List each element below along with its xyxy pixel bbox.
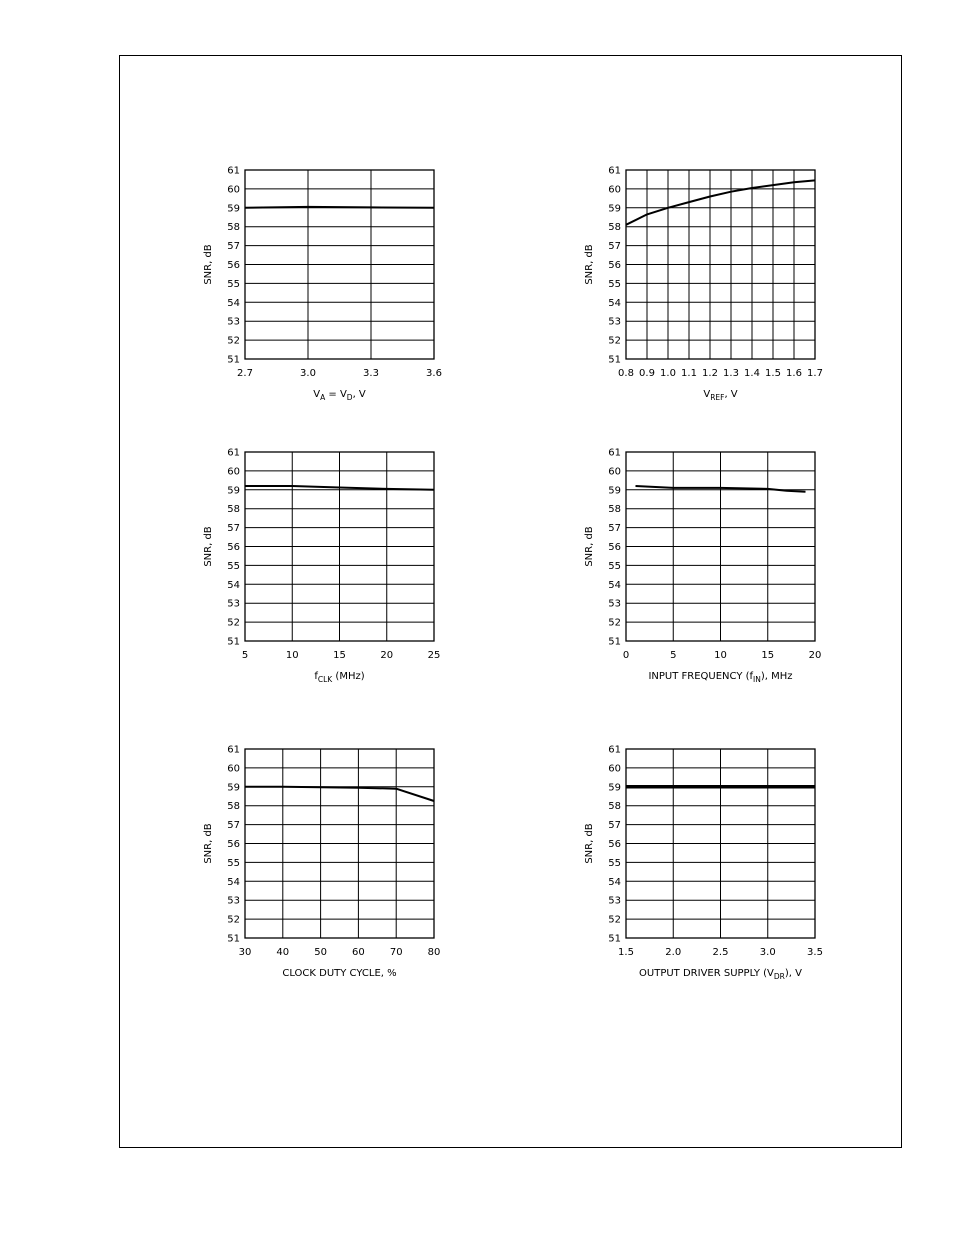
y-tick-label: 54 bbox=[227, 579, 240, 591]
y-tick-label: 56 bbox=[608, 542, 621, 553]
x-tick-label: 70 bbox=[389, 947, 403, 958]
x-tick-label: 20 bbox=[380, 650, 394, 661]
y-tick-label: 53 bbox=[227, 895, 240, 907]
y-tick-label: 60 bbox=[227, 763, 240, 775]
y-tick-label: 60 bbox=[227, 184, 240, 196]
y-tick-label: 61 bbox=[227, 447, 240, 459]
x-axis-label-subscript: A bbox=[320, 393, 326, 402]
x-axis-label bbox=[639, 968, 802, 981]
y-tick-label: 61 bbox=[608, 744, 621, 756]
x-tick-label: 15 bbox=[761, 650, 775, 661]
y-tick-label: 59 bbox=[227, 782, 240, 794]
x-tick-label: 15 bbox=[333, 650, 346, 661]
y-axis-label: SNR, dB bbox=[203, 823, 214, 864]
y-tick-label: 56 bbox=[608, 839, 621, 850]
x-axis-label-subscript: IN bbox=[753, 675, 761, 684]
y-tick-label: 59 bbox=[608, 782, 621, 794]
x-tick-label: 25 bbox=[427, 650, 441, 661]
y-tick-label: 51 bbox=[227, 636, 240, 648]
y-tick-label: 51 bbox=[227, 933, 240, 945]
x-tick-label: 3.3 bbox=[363, 368, 379, 379]
x-tick-label: 30 bbox=[238, 947, 252, 958]
chart-3 bbox=[203, 448, 440, 685]
y-tick-label: 52 bbox=[227, 335, 240, 347]
y-tick-label: 57 bbox=[608, 523, 621, 535]
x-axis-label bbox=[703, 389, 737, 402]
y-tick-label: 51 bbox=[608, 354, 621, 366]
x-axis-label-text: ), MHz bbox=[760, 671, 793, 682]
y-tick-label: 52 bbox=[227, 617, 240, 629]
x-tick-label: 3.0 bbox=[759, 947, 776, 958]
y-tick-label: 59 bbox=[608, 203, 621, 215]
x-tick-label: 2.7 bbox=[237, 368, 253, 379]
x-axis-label-text: , V bbox=[724, 389, 738, 400]
y-tick-label: 57 bbox=[227, 523, 240, 535]
x-tick-label: 5 bbox=[670, 650, 677, 661]
x-tick-label: 1.5 bbox=[765, 368, 781, 379]
x-axis-label-text: OUTPUT DRIVER SUPPLY (V bbox=[639, 968, 774, 979]
x-axis-label bbox=[282, 968, 396, 979]
y-tick-label: 58 bbox=[608, 801, 621, 813]
y-tick-label: 53 bbox=[227, 316, 240, 328]
y-axis-label: SNR, dB bbox=[584, 526, 595, 567]
y-tick-label: 59 bbox=[227, 485, 240, 497]
y-tick-label: 53 bbox=[608, 895, 621, 907]
y-tick-label: 60 bbox=[608, 184, 621, 196]
y-tick-label: 52 bbox=[608, 914, 621, 926]
chart-1 bbox=[203, 166, 442, 403]
series-line-1 bbox=[626, 180, 815, 224]
chart-2 bbox=[584, 166, 823, 403]
y-tick-label: 51 bbox=[227, 354, 240, 366]
y-tick-label: 52 bbox=[608, 335, 621, 347]
series-line-1 bbox=[245, 787, 434, 801]
y-tick-label: 57 bbox=[608, 820, 621, 832]
x-axis-label-subscript: DR bbox=[773, 972, 785, 981]
x-tick-label: 3.5 bbox=[807, 947, 823, 958]
y-tick-label: 58 bbox=[608, 504, 621, 516]
x-tick-label: 1.4 bbox=[744, 368, 760, 379]
x-axis-label-text: , V bbox=[352, 389, 366, 400]
y-tick-label: 55 bbox=[608, 560, 621, 572]
y-tick-label: 54 bbox=[608, 579, 621, 591]
x-tick-label: 1.6 bbox=[786, 368, 802, 379]
y-axis-label: SNR, dB bbox=[584, 823, 595, 864]
x-axis-label bbox=[314, 671, 364, 684]
x-tick-label: 0.9 bbox=[639, 368, 655, 379]
x-axis-label-text: V bbox=[703, 389, 711, 400]
x-tick-label: 3.6 bbox=[426, 368, 442, 379]
y-tick-label: 53 bbox=[608, 598, 621, 610]
y-axis-label: SNR, dB bbox=[584, 244, 595, 285]
x-axis-label-text: CLOCK DUTY CYCLE, % bbox=[282, 968, 397, 979]
x-tick-label: 0.8 bbox=[618, 368, 634, 379]
x-tick-label: 0 bbox=[622, 650, 630, 661]
x-axis-label-text: f bbox=[314, 671, 318, 682]
y-tick-label: 56 bbox=[227, 542, 240, 553]
y-tick-label: 61 bbox=[608, 165, 621, 177]
y-tick-label: 59 bbox=[227, 203, 240, 215]
y-tick-label: 56 bbox=[227, 839, 240, 850]
x-axis-label bbox=[313, 389, 366, 402]
y-tick-label: 58 bbox=[608, 222, 621, 234]
y-tick-label: 51 bbox=[608, 933, 621, 945]
x-tick-label: 50 bbox=[314, 947, 327, 958]
x-axis-label-subscript: D bbox=[346, 393, 353, 402]
x-tick-label: 10 bbox=[714, 650, 727, 661]
y-tick-label: 60 bbox=[608, 763, 621, 775]
y-tick-label: 53 bbox=[608, 316, 621, 328]
x-axis-label-subscript: REF bbox=[710, 393, 725, 402]
y-tick-label: 61 bbox=[227, 744, 240, 756]
x-tick-label: 1.3 bbox=[723, 368, 739, 379]
y-tick-label: 54 bbox=[608, 297, 621, 309]
x-tick-label: 1.0 bbox=[660, 368, 676, 379]
y-tick-label: 55 bbox=[227, 560, 240, 572]
y-tick-label: 56 bbox=[227, 260, 240, 271]
x-tick-label: 20 bbox=[808, 650, 822, 661]
y-tick-label: 53 bbox=[227, 598, 240, 610]
x-tick-label: 5 bbox=[241, 650, 249, 661]
x-tick-label: 1.7 bbox=[807, 368, 823, 379]
x-tick-label: 10 bbox=[285, 650, 299, 661]
x-axis-label-text: (MHz) bbox=[332, 671, 365, 682]
y-tick-label: 58 bbox=[227, 504, 240, 516]
chart-6 bbox=[584, 745, 823, 982]
x-tick-label: 2.0 bbox=[665, 947, 682, 958]
chart-5 bbox=[203, 745, 440, 980]
y-axis-label: SNR, dB bbox=[203, 244, 214, 285]
x-axis-label-text: INPUT FREQUENCY (f bbox=[648, 671, 754, 682]
chart-4 bbox=[584, 448, 821, 685]
y-tick-label: 54 bbox=[227, 297, 240, 309]
y-tick-label: 52 bbox=[608, 617, 621, 629]
x-tick-label: 3.0 bbox=[300, 368, 316, 379]
y-tick-label: 59 bbox=[608, 485, 621, 497]
y-tick-label: 54 bbox=[227, 876, 240, 888]
x-tick-label: 1.5 bbox=[618, 947, 634, 958]
y-tick-label: 55 bbox=[608, 857, 621, 869]
x-tick-label: 40 bbox=[276, 947, 290, 958]
y-tick-label: 55 bbox=[227, 278, 240, 290]
x-axis-label bbox=[648, 671, 792, 684]
x-tick-label: 1.1 bbox=[681, 368, 697, 379]
y-tick-label: 61 bbox=[227, 165, 240, 177]
x-axis-label-text: V bbox=[313, 389, 321, 400]
y-tick-label: 51 bbox=[608, 636, 621, 648]
y-tick-label: 55 bbox=[608, 278, 621, 290]
x-tick-label: 1.2 bbox=[702, 368, 718, 379]
y-tick-label: 55 bbox=[227, 857, 240, 869]
y-tick-label: 61 bbox=[608, 447, 621, 459]
y-tick-label: 58 bbox=[227, 801, 240, 813]
y-tick-label: 57 bbox=[227, 820, 240, 832]
x-tick-label: 80 bbox=[427, 947, 441, 958]
x-axis-label-text: ), V bbox=[784, 968, 802, 979]
x-tick-label: 60 bbox=[352, 947, 365, 958]
x-tick-label: 2.5 bbox=[712, 947, 729, 958]
x-axis-label-subscript: CLK bbox=[317, 675, 333, 684]
y-axis-label: SNR, dB bbox=[203, 526, 214, 567]
y-tick-label: 54 bbox=[608, 876, 621, 888]
y-tick-label: 56 bbox=[608, 260, 621, 271]
series-line-1 bbox=[245, 207, 434, 208]
x-axis-label-text: = V bbox=[325, 389, 347, 400]
y-tick-label: 57 bbox=[227, 241, 240, 253]
y-tick-label: 52 bbox=[227, 914, 240, 926]
y-tick-label: 58 bbox=[227, 222, 240, 234]
y-tick-label: 60 bbox=[608, 466, 621, 478]
y-tick-label: 57 bbox=[608, 241, 621, 253]
y-tick-label: 60 bbox=[227, 466, 240, 478]
